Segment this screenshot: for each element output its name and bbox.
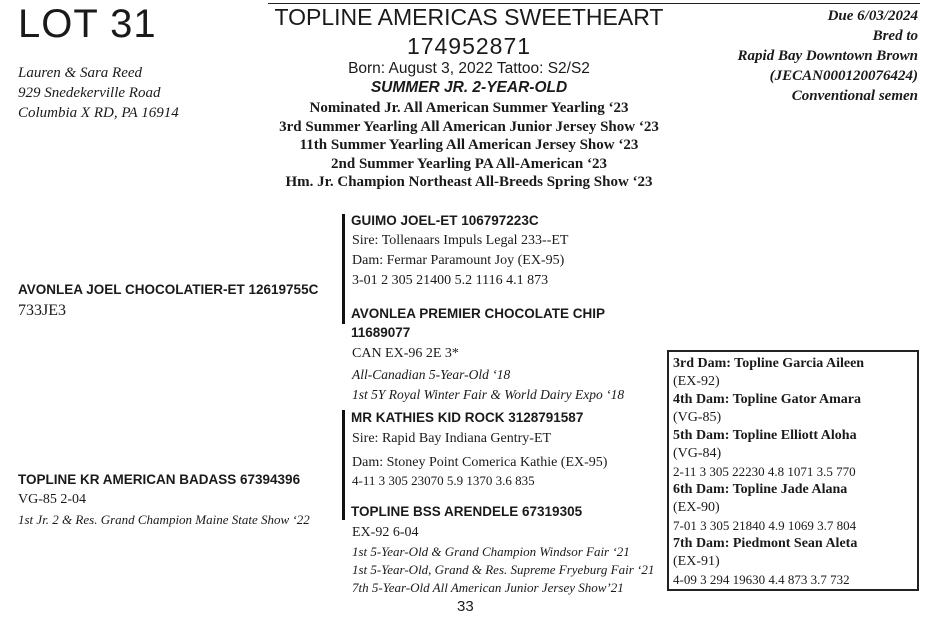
- page-number: 33: [457, 598, 474, 615]
- owner-name: Lauren & Sara Reed: [18, 65, 143, 81]
- honor-line: 2nd Summer Yearling PA All-American ‘23: [331, 156, 607, 172]
- honor-line: 11th Summer Yearling All American Jersey Show ‘23: [299, 137, 639, 153]
- dam-sire-sire: Sire: Rapid Bay Indiana Gentry-ET: [352, 431, 552, 446]
- sixth-dam-record: 7-01 3 305 21840 4.9 1069 3.7 804: [673, 518, 857, 533]
- dam-sire-name: MR KATHIES KID ROCK 3128791587: [351, 410, 584, 425]
- sire-code: 733JE3: [18, 302, 66, 319]
- sire-sire-name: GUIMO JOEL-ET 106797223C: [351, 213, 539, 228]
- service-sire-name: Rapid Bay Downtown Brown: [737, 48, 918, 64]
- fifth-dam-label: 5th Dam: Topline Elliott Aloha: [673, 428, 857, 443]
- seventh-dam-class: (EX-91): [673, 554, 720, 569]
- pedigree-bracket-sire: [342, 214, 345, 324]
- animal-name: TOPLINE AMERICAS SWEETHEART: [274, 4, 664, 30]
- bred-to-label: Bred to: [872, 28, 918, 44]
- birth-tattoo-line: Born: August 3, 2022 Tattoo: S2/S2: [348, 60, 590, 77]
- honor-line: 3rd Summer Yearling All American Junior Jersey Show ‘23: [279, 119, 659, 135]
- dam-dam-name: TOPLINE BSS ARENDELE 67319305: [351, 504, 583, 519]
- dam-dam-class: EX-92 6-04: [352, 525, 419, 540]
- dam-name: TOPLINE KR AMERICAN BADASS 67394396: [18, 472, 301, 487]
- due-date: Due 6/03/2024: [827, 8, 918, 24]
- owner-address-line2: Columbia X RD, PA 16914: [18, 105, 179, 121]
- sixth-dam-class: (EX-90): [673, 500, 720, 515]
- lot-number: LOT 31: [18, 2, 157, 46]
- fourth-dam-class: (VG-85): [673, 410, 722, 425]
- sire-dam-reg: 11689077: [351, 325, 411, 340]
- seventh-dam-record: 4-09 3 294 19630 4.4 873 3.7 732: [673, 572, 850, 587]
- honor-line: Hm. Jr. Champion Northeast All-Breeds Spring Show ‘23: [285, 174, 653, 190]
- service-sire-id: (JECAN000120076424): [769, 68, 918, 84]
- sixth-dam-label: 6th Dam: Topline Jade Alana: [673, 482, 848, 497]
- registration-number: 174952871: [406, 33, 532, 59]
- sire-dam-name: AVONLEA PREMIER CHOCOLATE CHIP: [351, 306, 606, 321]
- seventh-dam-label: 7th Dam: Piedmont Sean Aleta: [673, 536, 858, 551]
- age-class: SUMMER JR. 2-YEAR-OLD: [370, 79, 568, 96]
- dam-class: VG-85 2-04: [18, 492, 87, 507]
- dam-sire-record: 4-11 3 305 23070 5.9 1370 3.6 835: [352, 473, 535, 488]
- semen-type: Conventional semen: [791, 88, 918, 104]
- sire-sire-record: 3-01 2 305 21400 5.2 1116 4.1 873: [352, 273, 549, 288]
- fourth-dam-label: 4th Dam: Topline Gator Amara: [673, 392, 861, 407]
- honor-line: Nominated Jr. All American Summer Yearling ‘23: [309, 100, 629, 116]
- sire-name: AVONLEA JOEL CHOCOLATIER-ET 12619755C: [18, 282, 319, 297]
- dam-honor: 1st Jr. 2 & Res. Grand Champion Maine State Show ‘22: [18, 512, 310, 527]
- dam-dam-honor: 1st 5-Year-Old & Grand Champion Windsor Fair ‘21: [352, 544, 630, 559]
- fifth-dam-class: (VG-84): [673, 446, 722, 461]
- sire-sire-sire: Sire: Tollenaars Impuls Legal 233--ET: [352, 233, 569, 248]
- sire-dam-honor: 1st 5Y Royal Winter Fair & World Dairy Expo ‘18: [352, 387, 625, 402]
- third-dam-label: 3rd Dam: Topline Garcia Aileen: [673, 356, 865, 371]
- pedigree-bracket-dam: [342, 410, 345, 520]
- sire-dam-class: CAN EX-96 2E 3*: [352, 346, 459, 361]
- dam-dam-honor: 7th 5-Year-Old All American Junior Jersey Show’21: [352, 580, 624, 595]
- sire-sire-dam: Dam: Fermar Paramount Joy (EX-95): [352, 253, 565, 268]
- dam-dam-honor: 1st 5-Year-Old, Grand & Res. Supreme Fryeburg Fair ‘21: [352, 562, 655, 577]
- sire-dam-honor: All-Canadian 5-Year-Old ‘18: [352, 367, 511, 382]
- owner-address-line1: 929 Snedekerville Road: [18, 85, 161, 101]
- fifth-dam-record: 2-11 3 305 22230 4.8 1071 3.5 770: [673, 464, 856, 479]
- dam-sire-dam: Dam: Stoney Point Comerica Kathie (EX-95): [352, 455, 608, 470]
- third-dam-class: (EX-92): [673, 374, 720, 389]
